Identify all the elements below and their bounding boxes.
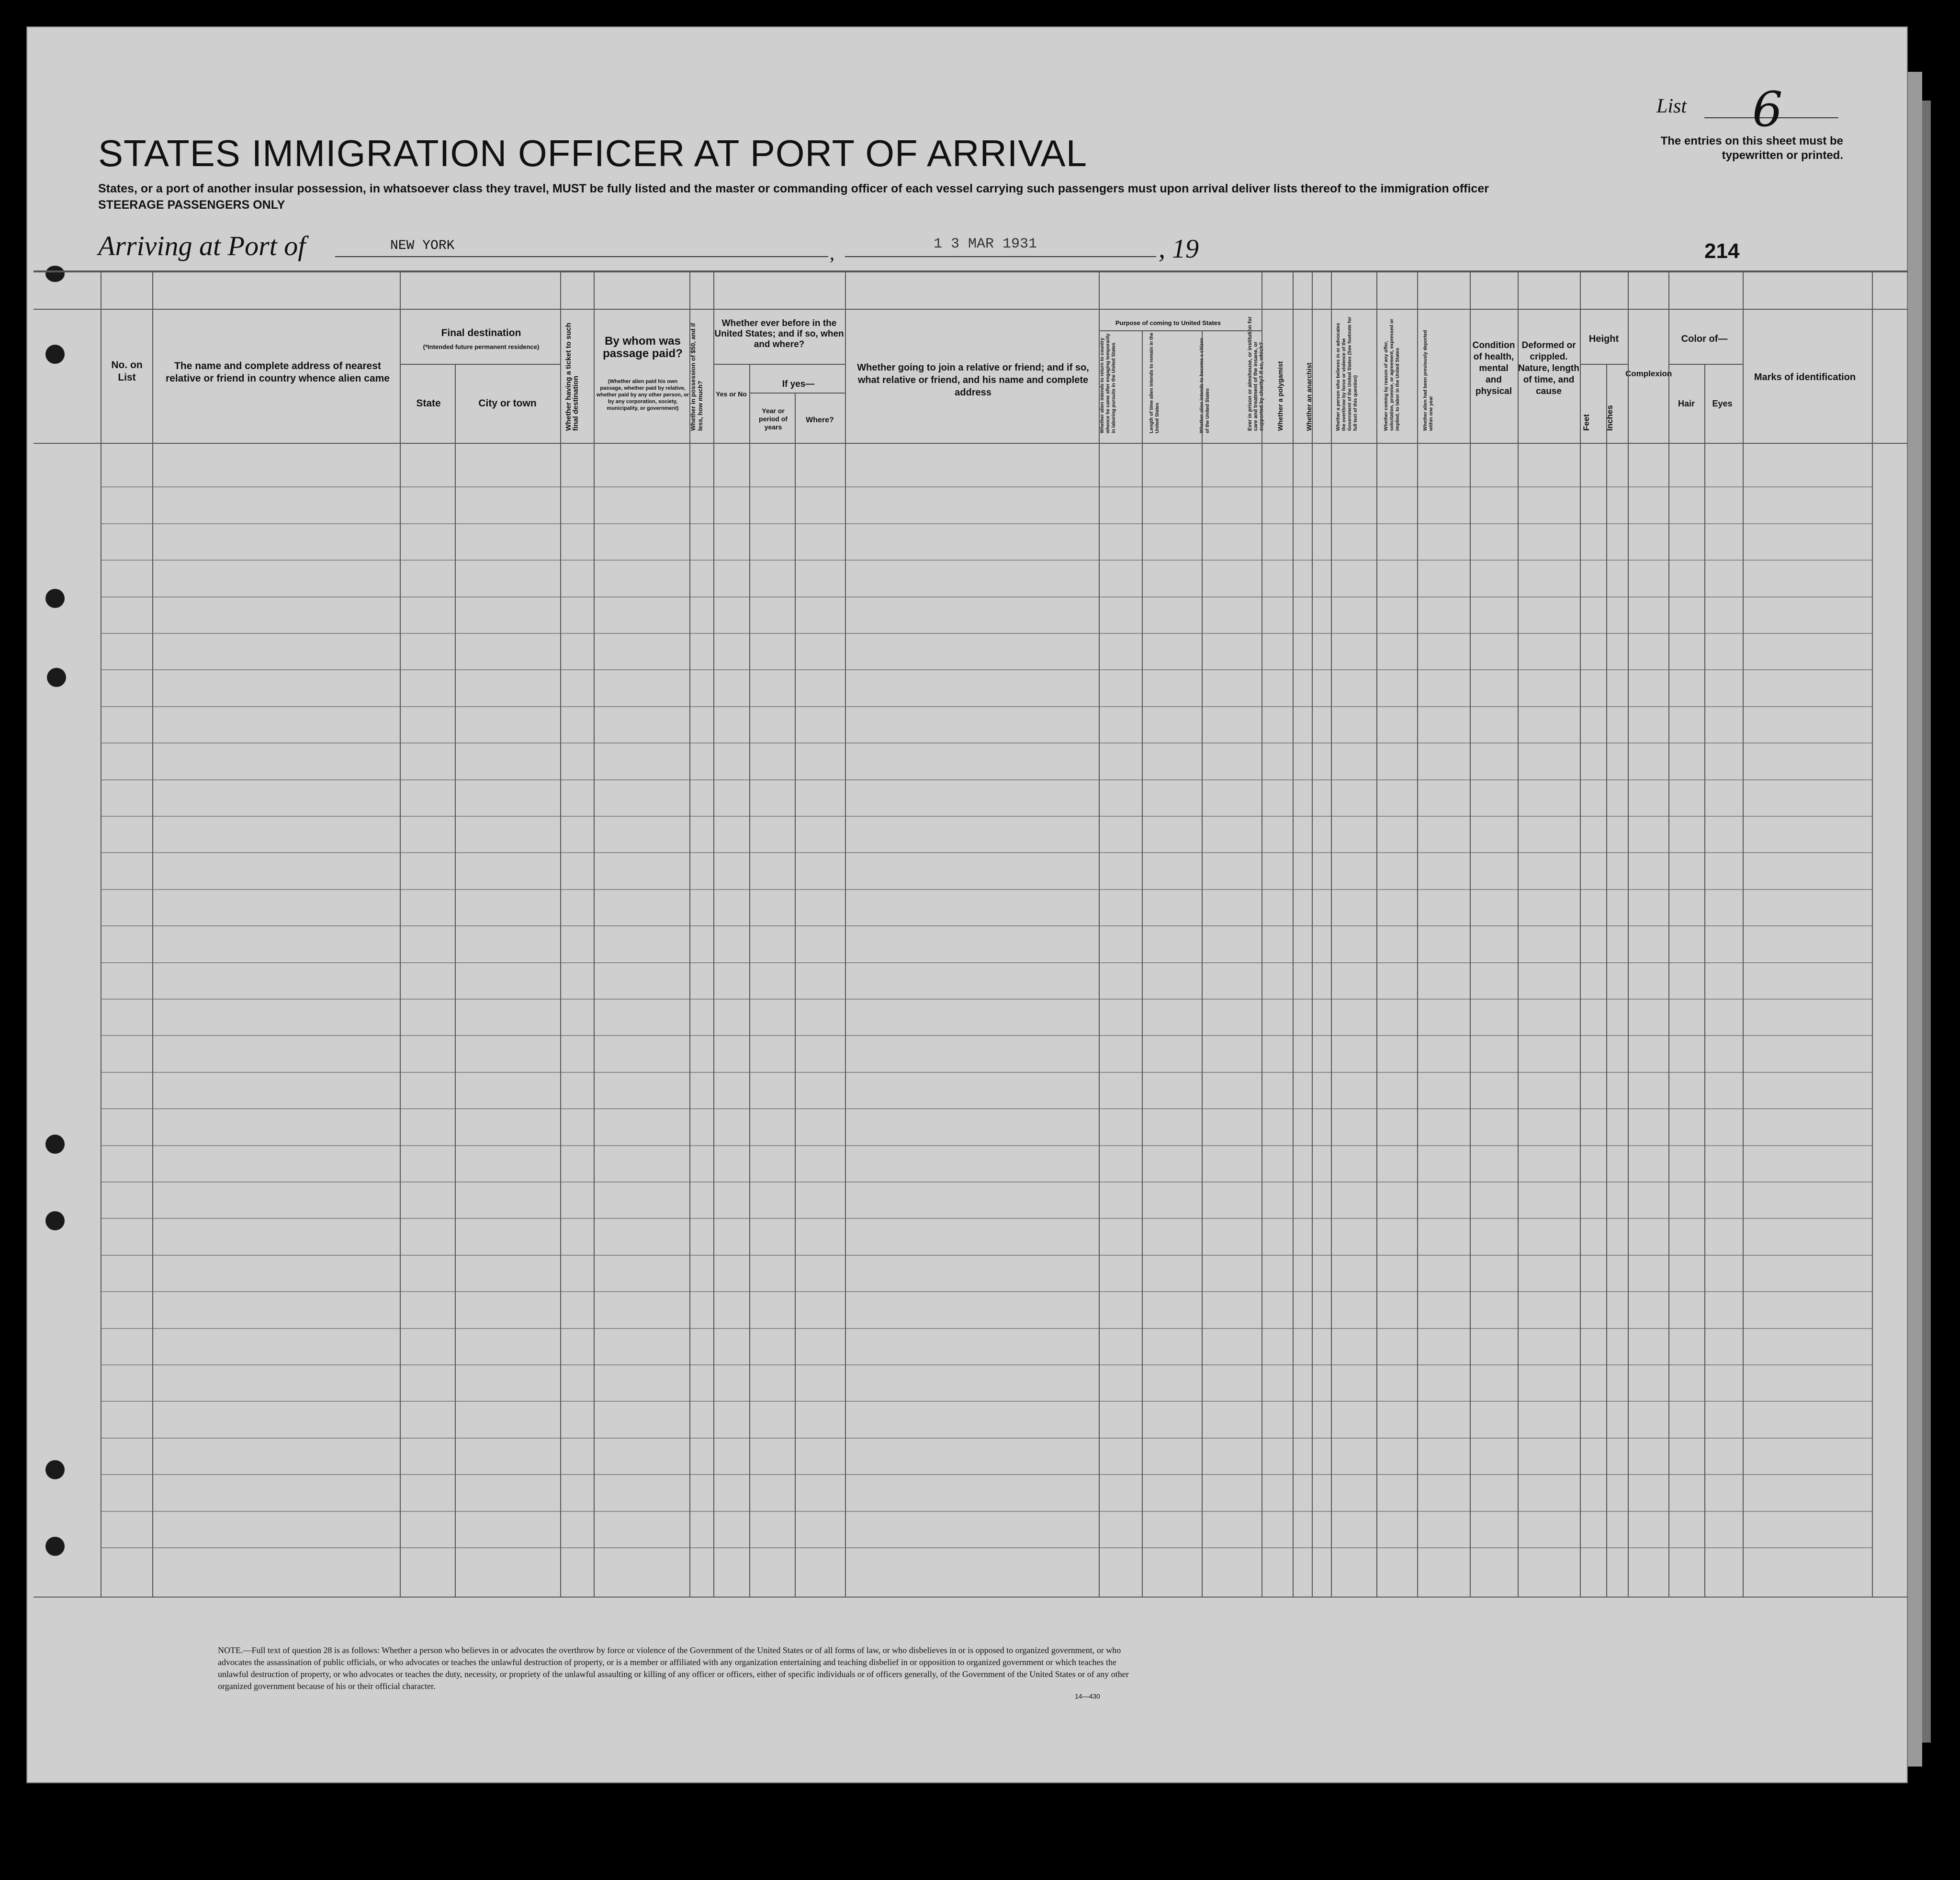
port-value: NEW YORK [390,238,455,253]
column-line [1743,270,1744,1597]
page-edge [1908,72,1922,1767]
header-feet: Feet [1582,414,1591,431]
column-line [152,270,153,1597]
column-line [845,270,846,1597]
subcolumn-line [1606,364,1607,1597]
subcolumn-line [455,364,456,1597]
column-line [1628,270,1629,1597]
column-line [1470,270,1471,1597]
header-subrule [400,364,560,365]
column-line [400,270,401,1597]
header-marks: Marks of identification [1754,372,1856,383]
comma: , [830,242,834,264]
header-health: Condition of health, mental and physical [1472,340,1515,396]
list-number: 6 [1752,81,1783,137]
header-ticket: Whether having a ticket to such final destination [564,323,580,431]
binder-hole [47,668,66,687]
header-intends-return: Whether alien intends to return to country whence he came after engaging temporarily in laboring pursuits in the United States [1100,333,1116,433]
column-line [1417,270,1418,1597]
header-where: Where? [806,416,834,424]
header-state: State [416,398,441,409]
table-rule [34,270,1908,272]
header-become-citizen: Whether alien intends to become a citizen of the United States [1199,338,1210,433]
port-underline [335,256,828,257]
header-passage-note: (Whether alien paid his own passage, whether paid by relative, whether paid by any other person, or by any corporation, society, municipality, or government) [596,379,689,411]
table-rule [34,443,1908,444]
header-subrule [1099,330,1262,331]
column-line [560,270,561,1597]
subcolumn-line [1704,364,1705,1597]
header-inches: Inches [1605,405,1614,431]
header-no-on-list: No. on List [111,360,143,383]
header-labor-offer: Whether coming by reason of any offer, solicitation, promise, or agreement, expressed or implied, to labor in the United States [1384,319,1400,431]
comma-year: , 19 [1159,234,1199,264]
column-line [1376,270,1377,1597]
header-overthrow: Whether a person who believes in or advocates the overthrow by force or violence of the Government of the United States (See footnote for full text of this question) [1336,316,1358,431]
column-line [594,270,595,1597]
steerage-label: STEERAGE PASSENGERS ONLY [98,198,285,212]
column-line [1668,270,1669,1597]
arriving-label: Arriving at Port of [98,230,306,261]
header-year: Year or period of years [759,407,788,431]
binder-hole [45,1211,65,1230]
header-final-destination-note: (*Intended future permanent residence) [423,343,540,350]
column-line [1872,270,1873,1597]
header-complexion: Complexion [1625,369,1672,378]
subcolumn-line [1142,330,1143,1597]
header-if-yes: If yes— [782,379,815,389]
binder-hole [45,266,65,282]
header-prison: Ever in prison or almshouse, or institution for care and treatment of the insane, or supported by charity? If so, which? [1247,316,1264,431]
header-city: City or town [478,398,537,409]
page-edge-dark [1922,101,1931,1743]
manifest-sheet [26,26,1908,1783]
page-number: 214 [1704,239,1740,263]
column-line [689,270,690,1597]
table-bottom-rule [34,1597,1908,1598]
header-relative: The name and complete address of nearest relative or friend in country whence alien came [166,360,390,384]
column-line [1099,270,1100,1597]
header-fifty-dollars: Whether in possession of $50, and if less, how much? [689,323,704,431]
date-underline [845,256,1156,257]
column-line [1580,270,1581,1597]
form-title: STATES IMMIGRATION OFFICER AT PORT OF ARRIVAL [98,132,1088,174]
header-color-of: Color of— [1681,334,1728,344]
form-subtitle: States, or a port of another insular possession, in whatsoever class they travel, MUST be fully listed and the master or commanding officer of each vessel carrying such passengers must upon arrival deliver lists thereof to the immigration officer [98,182,1489,195]
binder-hole [45,345,65,364]
header-deformed: Deformed or crippled. Nature, length of time, and cause [1518,340,1579,396]
header-subrule [749,393,845,394]
subcolumn-line [749,364,750,1597]
header-length-stay: Length of time alien intends to remain in the United States [1149,332,1160,433]
header-deported: Whether alien had been previously deported within one year [1423,330,1434,431]
binder-hole [45,1537,65,1556]
date-stamp: 1 3 MAR 1931 [934,236,1037,252]
table-rule [34,309,1908,310]
header-anarchist: Whether an anarchist [1305,362,1313,431]
header-join-relative: Whether going to join a relative or friend; and if so, what relative or friend, and his name and complete address [857,362,1089,398]
header-subrule [1668,364,1743,365]
header-ever-before: Whether ever before in the United States; and if so, when and where? [714,318,844,349]
header-passage-paid: By whom was passage paid? [603,335,683,360]
header-hair: Hair [1678,399,1695,408]
typewritten-notice: The entries on this sheet must be typewritten or printed. [1660,135,1843,162]
column-line [1518,270,1519,1597]
header-purpose: Purpose of coming to United States [1115,319,1221,326]
header-eyes: Eyes [1712,399,1733,408]
subcolumn-line [1202,330,1203,1597]
binder-hole [45,589,65,608]
footnote: NOTE.—Full text of question 28 is as follows: Whether a person who believes in or advocates the overthrow by force or violence of the Government of the United States or of all forms of law, or who disbelieves in or is opposed to organized government, or who advocates the assassination of public officials, or who advocates or teaches the unlawful destruction of property, or is a member or affiliated with any organization entertaining and teaching disbelief in or opposition to organized government or which teaches the unlawful destruction of property, or who advocates or teaches the duty, necessity, or propriety of the unlawful assaulting or killing of any officer or officers, either of specific individuals or of officers generally, of the Government of the United States or of any other organized government because of his or their official character. [218,1645,1129,1691]
column-line [1331,270,1332,1597]
binder-hole [45,1135,65,1154]
header-final-destination: Final destination [441,327,521,338]
form-number: 14—430 [1075,1692,1100,1700]
header-polygamist: Whether a polygamist [1276,361,1284,431]
column-line [1293,270,1294,1597]
subcolumn-line [795,393,796,1597]
header-height: Height [1588,334,1619,344]
header-subrule [713,364,845,365]
column-line [713,270,714,1597]
list-label: List [1656,95,1687,117]
header-subrule [1580,364,1628,365]
year-prefix: 19 [1172,234,1199,264]
column-line [1312,270,1313,1597]
header-yes-no: Yes or No [716,390,747,398]
binder-hole [45,1460,65,1479]
